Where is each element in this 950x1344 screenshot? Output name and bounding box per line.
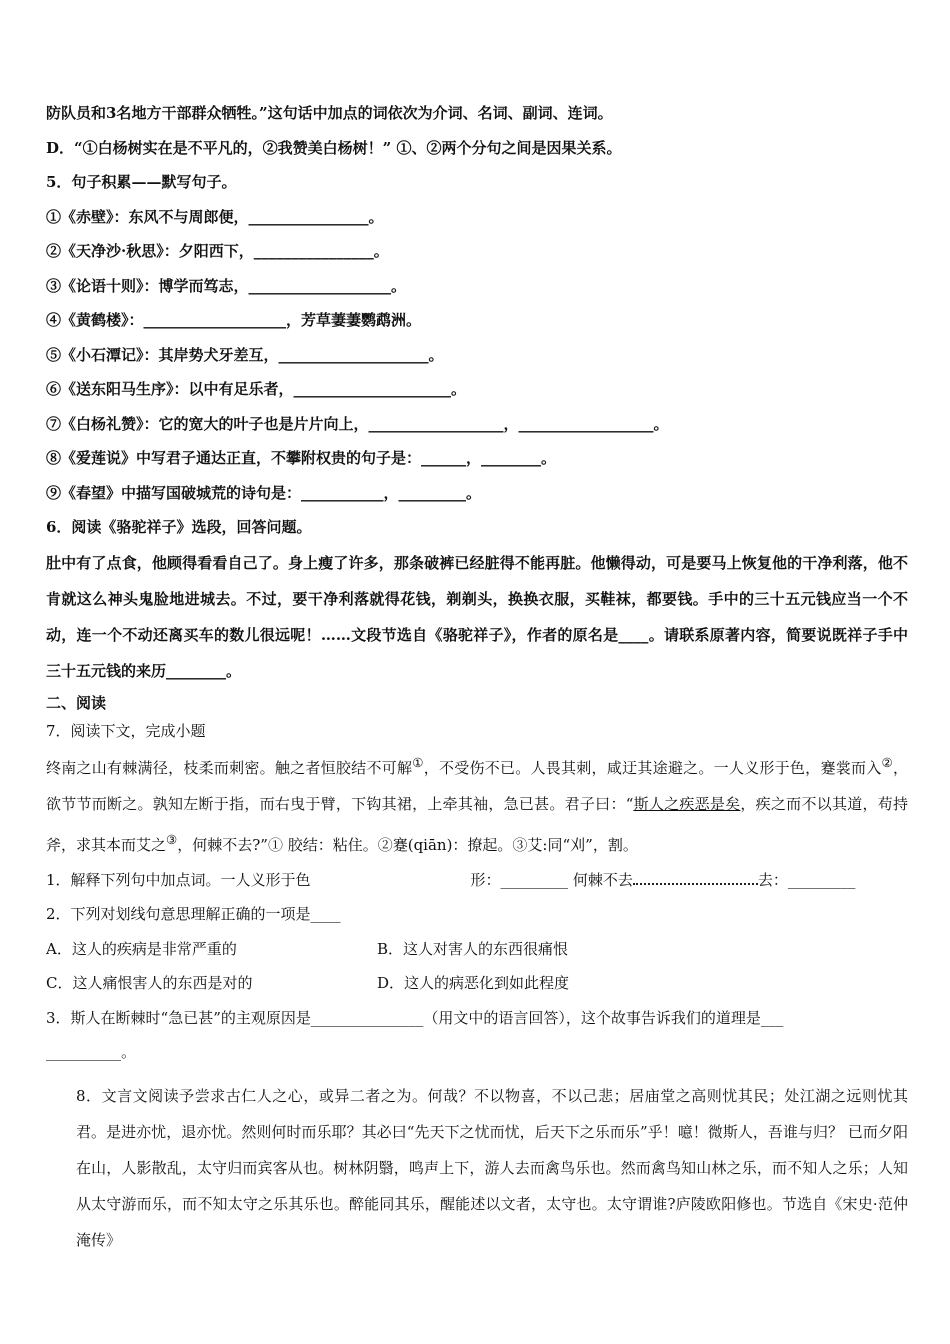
- q6-title: 6．阅读《骆驼祥子》选段，回答问题。: [46, 518, 312, 536]
- q8-passage: 予尝求古仁人之心，或异二者之为。何哉？不以物喜，不以己悲；居庙堂之高则忧其民；处江湖之远则忧其君。是进亦忧，退亦忧。然则何时而乐耶？其必曰“先天下之忧而忧，后天下之乐而乐”乎！噫！微斯人，吾谁与归？ 已而夕阳在山，人影散乱，太守归而宾客从也。树林阴翳，鸣声上下，游人去而禽鸟乐也。然而禽鸟知山林之乐，而不知人之乐；人知从太守游而乐，而不知太守之乐其乐也。醉能同其乐，醒能述以文者，太守也。太守谓谁?庐陵欧阳修也。节选自《宋史·范仲淹传》: [76, 1086, 908, 1249]
- q7-sub1: [46, 863, 908, 898]
- q7-sub3-continued: __________。: [46, 1043, 137, 1061]
- dotted-blank: [633, 873, 758, 885]
- q8-lead: 8．文言文阅读: [76, 1086, 180, 1105]
- q7-options-row-1: [46, 932, 908, 967]
- q7-option-d: D．这人的病恶化到如此程度: [377, 974, 570, 992]
- q7-sub1-blank-form: 形：_________ 何棘不去: [470, 870, 633, 889]
- q7-options-row-2: [46, 966, 908, 1001]
- q7-sub3: 3．斯人在断棘时“急已甚”的主观原因是_______________（用文中的语言回答），这个故事告诉我们的道理是___: [46, 1008, 784, 1027]
- q7-sub2: 2．下列对划线句意思理解正确的一项是____: [46, 905, 341, 923]
- q5-item-5: ⑤《小石潭记》：其岸势犬牙差互，____________________。: [46, 345, 444, 364]
- q7-option-b: B．这人对害人的东西很痛恨: [377, 939, 569, 958]
- q5-item-3: ③《论语十则》：博学而笃志，___________________。: [46, 276, 407, 295]
- q7-sub1-blank-go: 去：_________: [757, 870, 856, 889]
- q4-option-d: D．“①白杨树实在是不平凡的，②我赞美白杨树！” ①、②两个分句之间是因果关系。: [46, 138, 622, 157]
- q5-item-4: ④《黄鹤楼》：___________________，芳草萋萋鹦鹉洲。: [46, 311, 422, 329]
- q7-passage: [46, 745, 908, 863]
- q5-item-8: ⑧《爱莲说》中写君子通达正直，不攀附权贵的句子是：______，________。: [46, 449, 557, 467]
- document-page: [46, 96, 908, 1258]
- q7-passage-part-a: 终南之山有棘满径，枝柔而刺密。触之者恒胶结不可解: [46, 758, 413, 777]
- q7-passage-part-b: ，不受伤不已。人畏其刺，咸迂其途避之。一人义形于色，蹇裳而入: [423, 758, 882, 777]
- q5-item-2: ②《天净沙·秋思》：夕阳西下，________________。: [46, 242, 389, 260]
- q7-note-1-marker: ①: [412, 754, 424, 770]
- q8-block: [46, 1070, 908, 1258]
- q7-passage-part-c: ，欲节节而断之。孰知左断于指，而右曳于臂，下钩其裙，上牵其袖，急已甚。君子曰：“: [46, 758, 908, 813]
- q6-passage: 肚中有了点食，他顾得看看自己了。身上瘦了许多，那条破裤已经脏得不能再脏。他懒得动，可是要马上恢复他的干净利落，他不肯就这么神头鬼脸地进城去。不过，要干净利落就得花钱，剃剃头，换换衣服，买鞋袜，都要钱。手中的三十五元钱应当一个不动，连一个不动还离买车的数儿很远呢！……文段节选自《骆驼祥子》，作者的原名是____。请联系原著内容，简要说既祥子手中三十五元钱的来历________。: [46, 553, 908, 680]
- q5-item-1: ①《赤壁》：东风不与周郎便，________________。: [46, 207, 384, 226]
- q7-passage-part-d: ，疾之而不以其道，苟持斧，求其本而艾之: [46, 794, 908, 854]
- section-2-heading: 二、阅读: [46, 693, 107, 712]
- q7-sub1-prompt: 1．解释下列句中加点词。一人义形于色: [46, 870, 311, 889]
- q7-note-2-marker: ②: [881, 754, 893, 770]
- q5-title: 5．句子积累——默写句子。: [46, 173, 237, 191]
- q4-option-c-tail: 防队员和3名地方干部群众牺牲。”这句话中加点的词依次为介词、名词、副词、连词。: [46, 104, 613, 122]
- q5-item-6: ⑥《送东阳马生序》：以中有足乐者，_____________________。: [46, 380, 467, 398]
- q7-title: 7．阅读下文，完成小题: [46, 721, 206, 740]
- q7-option-c: C．这人痛恨害人的东西是对的: [46, 974, 253, 992]
- q7-note-3-marker: ③: [166, 831, 178, 847]
- q7-underlined-sentence: 斯人之疾恶是矣: [633, 794, 741, 813]
- q7-passage-part-e: ，何棘不去?”① 胶结：粘住。②蹇(qiān)：撩起。③艾:同“刈”，割。: [177, 835, 638, 854]
- q5-item-9: ⑨《春望》中描写国破城荒的诗句是：___________，_________。: [46, 483, 482, 502]
- q5-item-7: ⑦《白杨礼赞》：它的宽大的叶子也是片片向上，__________________，__________________。: [46, 414, 669, 433]
- q7-option-a: A．这人的疾病是非常严重的: [46, 939, 237, 958]
